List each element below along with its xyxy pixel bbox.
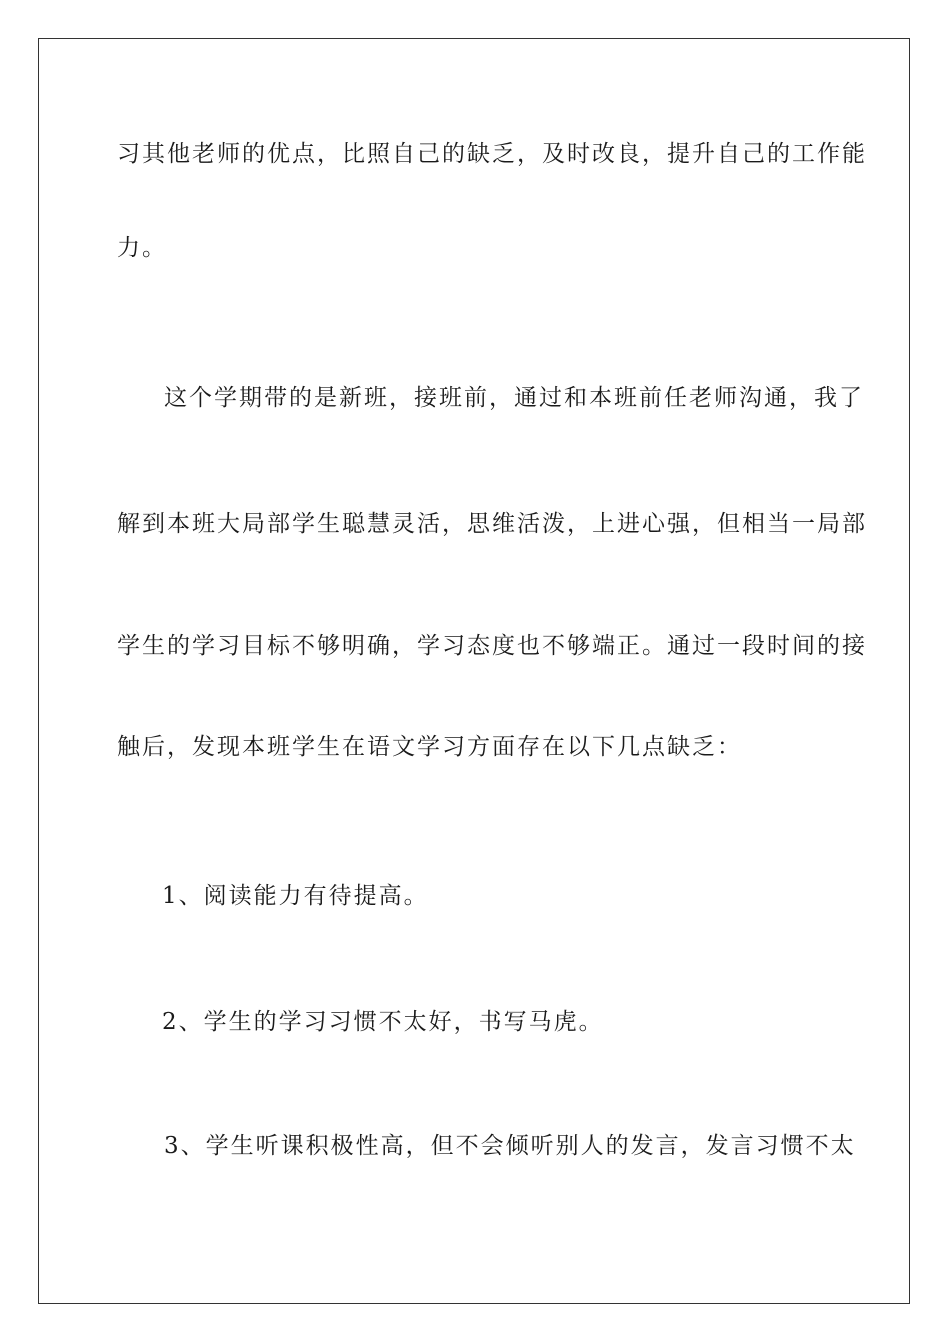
list-item: 1、阅读能力有待提高。 xyxy=(162,883,429,909)
paragraph-line: 这个学期带的是新班，接班前，通过和本班前任老师沟通，我了 xyxy=(164,385,864,411)
list-item: 3、学生听课积极性高，但不会倾听别人的发言，发言习惯不太 xyxy=(164,1133,856,1159)
paragraph-line: 力。 xyxy=(117,235,167,261)
paragraph-line: 解到本班大局部学生聪慧灵活，思维活泼，上进心强，但相当一局部 xyxy=(117,511,867,537)
paragraph-line: 习其他老师的优点，比照自己的缺乏，及时改良，提升自己的工作能 xyxy=(117,141,867,167)
list-item: 2、学生的学习习惯不太好，书写马虎。 xyxy=(162,1009,604,1035)
paragraph-line: 学生的学习目标不够明确，学习态度也不够端正。通过一段时间的接 xyxy=(117,633,867,659)
page-border xyxy=(38,38,910,1304)
paragraph-line: 触后，发现本班学生在语文学习方面存在以下几点缺乏： xyxy=(117,734,742,760)
